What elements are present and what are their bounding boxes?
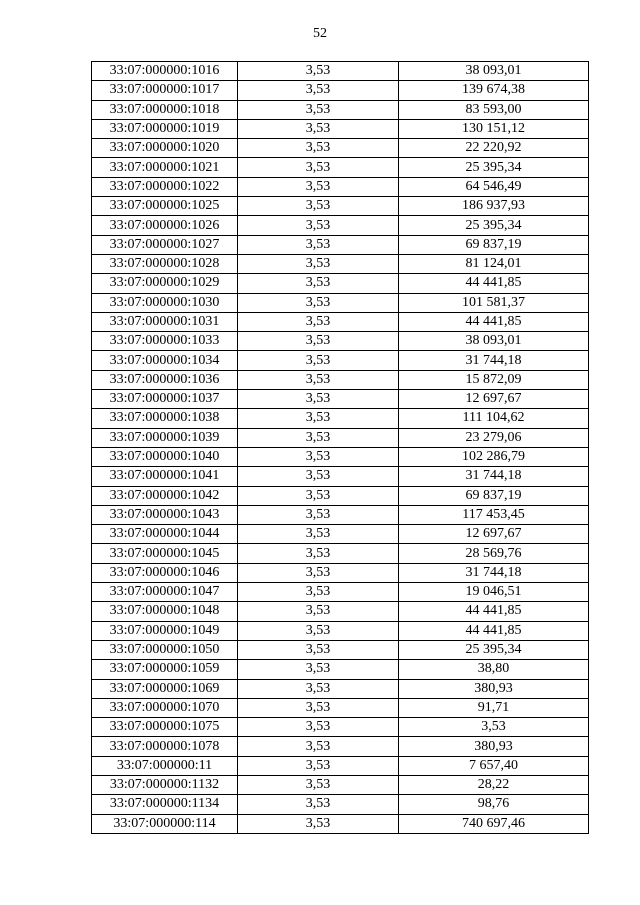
cadastral-number-cell: 33:07:000000:1041 [92, 467, 238, 486]
cadastral-number-cell: 33:07:000000:1069 [92, 679, 238, 698]
cadastral-number-cell: 33:07:000000:1050 [92, 640, 238, 659]
rate-cell: 3,53 [238, 756, 399, 775]
cadastral-number-cell: 33:07:000000:1028 [92, 254, 238, 273]
amount-cell: 23 279,06 [399, 428, 589, 447]
table-row [92, 795, 589, 814]
amount-cell: 15 872,09 [399, 370, 589, 389]
amount-cell: 130 151,12 [399, 119, 589, 138]
table-row [92, 139, 589, 158]
amount-cell: 98,76 [399, 795, 589, 814]
rate-cell: 3,53 [238, 62, 399, 81]
cadastral-number-cell: 33:07:000000:1022 [92, 177, 238, 196]
page-number: 52 [313, 26, 327, 41]
cadastral-number-cell: 33:07:000000:1059 [92, 660, 238, 679]
rate-cell: 3,53 [238, 660, 399, 679]
cadastral-number-cell: 33:07:000000:114 [92, 814, 238, 833]
cadastral-number-cell: 33:07:000000:1045 [92, 544, 238, 563]
amount-cell: 31 744,18 [399, 467, 589, 486]
cadastral-number-cell: 33:07:000000:1027 [92, 235, 238, 254]
rate-cell: 3,53 [238, 583, 399, 602]
rate-cell: 3,53 [238, 139, 399, 158]
cadastral-number-cell: 33:07:000000:1040 [92, 447, 238, 466]
amount-cell: 12 697,67 [399, 525, 589, 544]
cadastral-number-cell: 33:07:000000:1037 [92, 390, 238, 409]
table-row [92, 467, 589, 486]
amount-cell: 25 395,34 [399, 640, 589, 659]
rate-cell: 3,53 [238, 332, 399, 351]
table-row [92, 351, 589, 370]
table-row [92, 660, 589, 679]
rate-cell: 3,53 [238, 409, 399, 428]
amount-cell: 69 837,19 [399, 235, 589, 254]
table-row [92, 235, 589, 254]
table-row [92, 602, 589, 621]
table-row [92, 177, 589, 196]
table-row [92, 756, 589, 775]
cadastral-number-cell: 33:07:000000:1043 [92, 505, 238, 524]
table-row [92, 505, 589, 524]
table-row [92, 544, 589, 563]
rate-cell: 3,53 [238, 698, 399, 717]
amount-cell: 91,71 [399, 698, 589, 717]
amount-cell: 38 093,01 [399, 332, 589, 351]
table-row [92, 81, 589, 100]
amount-cell: 38,80 [399, 660, 589, 679]
rate-cell: 3,53 [238, 737, 399, 756]
cadastral-number-cell: 33:07:000000:1026 [92, 216, 238, 235]
rate-cell: 3,53 [238, 814, 399, 833]
rate-cell: 3,53 [238, 100, 399, 119]
table-row [92, 197, 589, 216]
rate-cell: 3,53 [238, 351, 399, 370]
table-row [92, 814, 589, 833]
cadastral-number-cell: 33:07:000000:1038 [92, 409, 238, 428]
table-row [92, 775, 589, 794]
amount-cell: 186 937,93 [399, 197, 589, 216]
amount-cell: 64 546,49 [399, 177, 589, 196]
rate-cell: 3,53 [238, 274, 399, 293]
cadastral-number-cell: 33:07:000000:1034 [92, 351, 238, 370]
rate-cell: 3,53 [238, 370, 399, 389]
rate-cell: 3,53 [238, 254, 399, 273]
table-row [92, 390, 589, 409]
table-row [92, 293, 589, 312]
table-row [92, 640, 589, 659]
table-row [92, 563, 589, 582]
cadastral-number-cell: 33:07:000000:1075 [92, 718, 238, 737]
cadastral-number-cell: 33:07:000000:1021 [92, 158, 238, 177]
cadastral-number-cell: 33:07:000000:1017 [92, 81, 238, 100]
rate-cell: 3,53 [238, 718, 399, 737]
amount-cell: 31 744,18 [399, 351, 589, 370]
table-row [92, 216, 589, 235]
rate-cell: 3,53 [238, 679, 399, 698]
cadastral-number-cell: 33:07:000000:1044 [92, 525, 238, 544]
table-row [92, 158, 589, 177]
rate-cell: 3,53 [238, 602, 399, 621]
cadastral-number-cell: 33:07:000000:1039 [92, 428, 238, 447]
amount-cell: 81 124,01 [399, 254, 589, 273]
amount-cell: 25 395,34 [399, 158, 589, 177]
rate-cell: 3,53 [238, 293, 399, 312]
amount-cell: 28,22 [399, 775, 589, 794]
rate-cell: 3,53 [238, 158, 399, 177]
amount-cell: 380,93 [399, 679, 589, 698]
amount-cell: 102 286,79 [399, 447, 589, 466]
table-row [92, 486, 589, 505]
rate-cell: 3,53 [238, 447, 399, 466]
table-row [92, 370, 589, 389]
rate-cell: 3,53 [238, 390, 399, 409]
amount-cell: 12 697,67 [399, 390, 589, 409]
cadastral-number-cell: 33:07:000000:1020 [92, 139, 238, 158]
rate-cell: 3,53 [238, 197, 399, 216]
amount-cell: 25 395,34 [399, 216, 589, 235]
rate-cell: 3,53 [238, 775, 399, 794]
cadastral-number-cell: 33:07:000000:1025 [92, 197, 238, 216]
cadastral-number-cell: 33:07:000000:1031 [92, 312, 238, 331]
rate-cell: 3,53 [238, 621, 399, 640]
cadastral-number-cell: 33:07:000000:1048 [92, 602, 238, 621]
rate-cell: 3,53 [238, 235, 399, 254]
table-row [92, 274, 589, 293]
cadastre-table [91, 61, 589, 834]
rate-cell: 3,53 [238, 119, 399, 138]
amount-cell: 44 441,85 [399, 602, 589, 621]
amount-cell: 380,93 [399, 737, 589, 756]
table-row [92, 737, 589, 756]
amount-cell: 38 093,01 [399, 62, 589, 81]
cadastral-number-cell: 33:07:000000:1047 [92, 583, 238, 602]
table-row [92, 698, 589, 717]
cadastral-number-cell: 33:07:000000:1018 [92, 100, 238, 119]
amount-cell: 3,53 [399, 718, 589, 737]
table-row [92, 718, 589, 737]
cadastral-number-cell: 33:07:000000:1046 [92, 563, 238, 582]
amount-cell: 7 657,40 [399, 756, 589, 775]
table-row [92, 447, 589, 466]
amount-cell: 44 441,85 [399, 274, 589, 293]
cadastral-number-cell: 33:07:000000:1132 [92, 775, 238, 794]
table-row [92, 621, 589, 640]
cadastral-number-cell: 33:07:000000:1016 [92, 62, 238, 81]
table-row [92, 583, 589, 602]
cadastral-number-cell: 33:07:000000:1029 [92, 274, 238, 293]
rate-cell: 3,53 [238, 563, 399, 582]
table-row [92, 525, 589, 544]
rate-cell: 3,53 [238, 428, 399, 447]
amount-cell: 117 453,45 [399, 505, 589, 524]
rate-cell: 3,53 [238, 467, 399, 486]
amount-cell: 83 593,00 [399, 100, 589, 119]
amount-cell: 22 220,92 [399, 139, 589, 158]
cadastral-number-cell: 33:07:000000:1134 [92, 795, 238, 814]
table-row [92, 100, 589, 119]
cadastral-number-cell: 33:07:000000:1042 [92, 486, 238, 505]
rate-cell: 3,53 [238, 486, 399, 505]
cadastral-number-cell: 33:07:000000:1036 [92, 370, 238, 389]
table-body [92, 62, 589, 834]
table-row [92, 312, 589, 331]
cadastral-number-cell: 33:07:000000:1078 [92, 737, 238, 756]
amount-cell: 69 837,19 [399, 486, 589, 505]
amount-cell: 44 441,85 [399, 312, 589, 331]
cadastral-number-cell: 33:07:000000:1030 [92, 293, 238, 312]
table-row [92, 62, 589, 81]
rate-cell: 3,53 [238, 216, 399, 235]
rate-cell: 3,53 [238, 795, 399, 814]
amount-cell: 28 569,76 [399, 544, 589, 563]
table-row [92, 679, 589, 698]
cadastral-number-cell: 33:07:000000:1033 [92, 332, 238, 351]
amount-cell: 111 104,62 [399, 409, 589, 428]
table-row [92, 332, 589, 351]
cadastral-number-cell: 33:07:000000:1049 [92, 621, 238, 640]
cadastral-number-cell: 33:07:000000:11 [92, 756, 238, 775]
amount-cell: 139 674,38 [399, 81, 589, 100]
table-row [92, 119, 589, 138]
amount-cell: 44 441,85 [399, 621, 589, 640]
amount-cell: 19 046,51 [399, 583, 589, 602]
cadastral-number-cell: 33:07:000000:1070 [92, 698, 238, 717]
rate-cell: 3,53 [238, 505, 399, 524]
table-row [92, 254, 589, 273]
rate-cell: 3,53 [238, 177, 399, 196]
rate-cell: 3,53 [238, 544, 399, 563]
rate-cell: 3,53 [238, 640, 399, 659]
amount-cell: 31 744,18 [399, 563, 589, 582]
rate-cell: 3,53 [238, 312, 399, 331]
amount-cell: 101 581,37 [399, 293, 589, 312]
rate-cell: 3,53 [238, 81, 399, 100]
table-row [92, 409, 589, 428]
rate-cell: 3,53 [238, 525, 399, 544]
table-row [92, 428, 589, 447]
amount-cell: 740 697,46 [399, 814, 589, 833]
cadastral-number-cell: 33:07:000000:1019 [92, 119, 238, 138]
